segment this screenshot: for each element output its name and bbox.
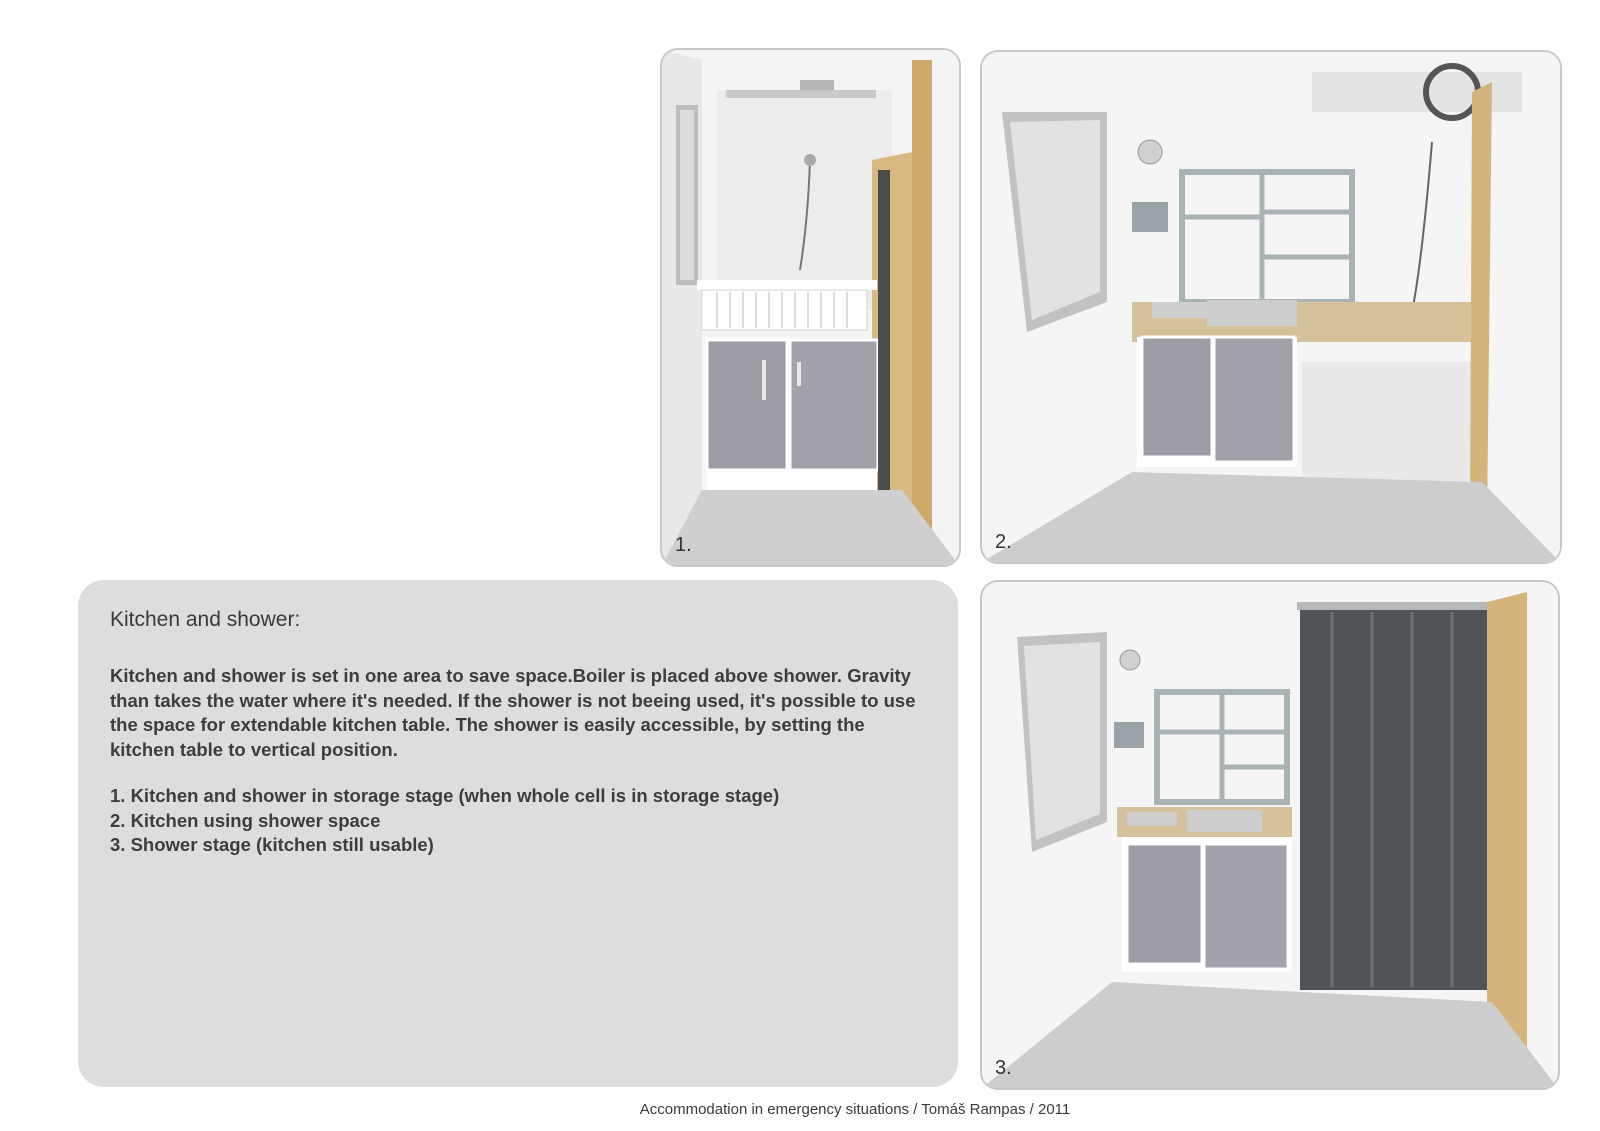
list-item: 3. Shower stage (kitchen still usable)	[110, 834, 434, 855]
render-panel-1	[660, 48, 961, 567]
section-heading: Kitchen and shower:	[110, 608, 301, 631]
render-panel-2	[980, 50, 1562, 564]
description-paragraph: Kitchen and shower is set in one area to save space.Boiler is placed above shower. Gravity than takes the water where it's needed. If the shower is not beeing used, it's possible to use the space for extendable kitchen table. The shower is easily accessible, by setting the kitchen table to vertical position.	[110, 665, 916, 760]
kitchen-using-shower-space-render	[982, 52, 1560, 562]
panel-number: 1.	[675, 534, 692, 556]
render-panel-3	[980, 580, 1560, 1090]
panel-number: 2.	[995, 531, 1012, 553]
list-item: 2. Kitchen using shower space	[110, 809, 381, 831]
shower-stage-render	[982, 582, 1558, 1088]
kitchen-shower-storage-render	[662, 50, 959, 565]
stage-list	[110, 784, 779, 858]
footer-credit: Accommodation in emergency situations / Tomáš Rampas / 2011	[639, 1101, 1071, 1118]
list-item: 1. Kitchen and shower in storage stage (when whole cell is in storage stage)	[110, 785, 780, 806]
panel-number: 3.	[995, 1057, 1012, 1079]
description-box	[78, 580, 958, 1087]
